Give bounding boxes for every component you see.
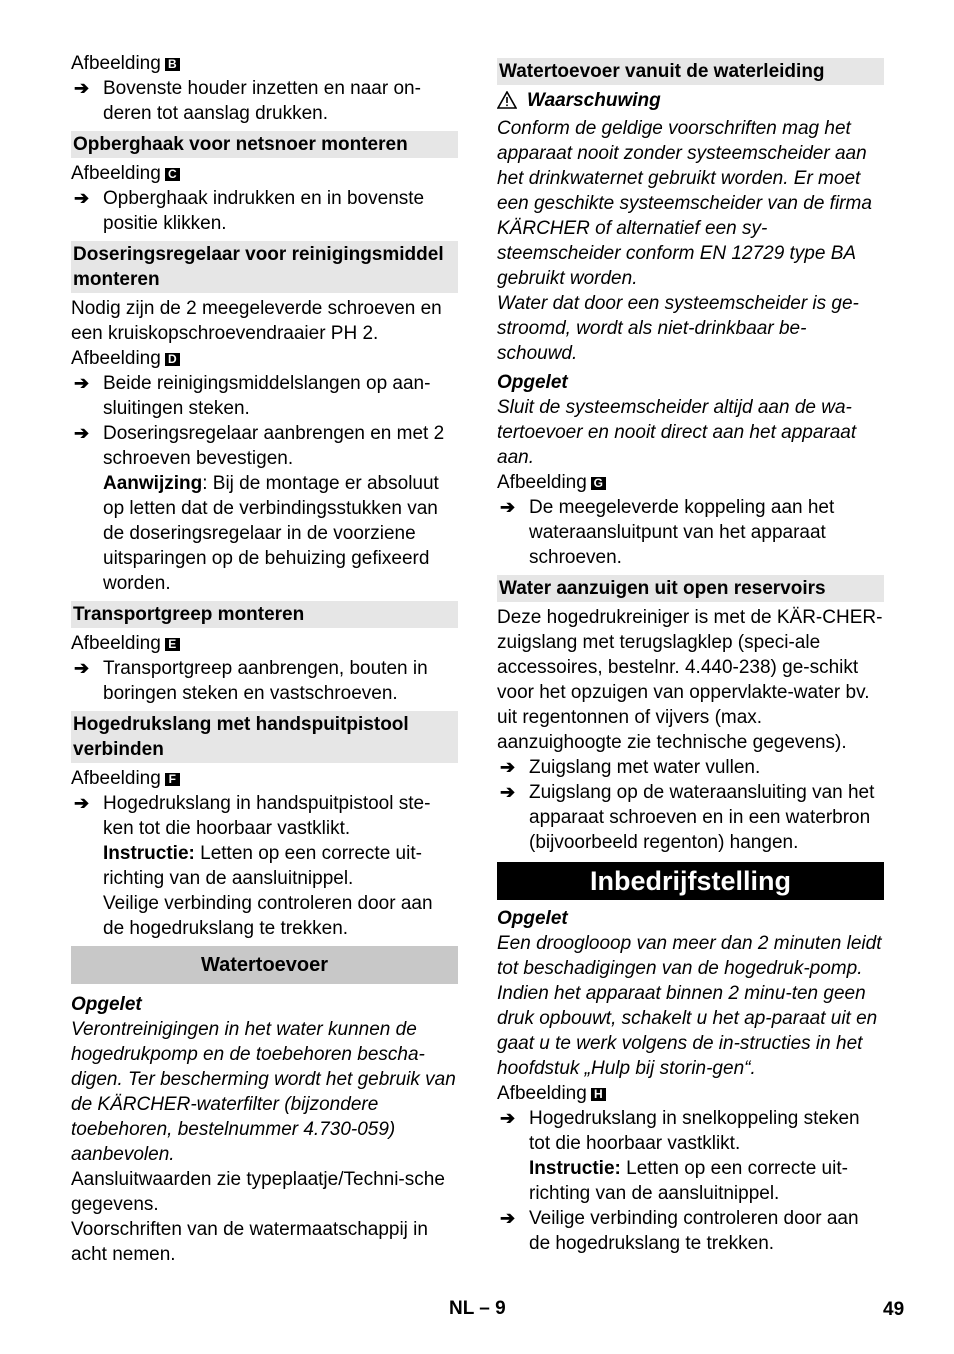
figure-label: Afbeelding <box>71 768 161 789</box>
step-text: Doseringsregelaar aanbrengen en met 2 schroeven bevestigen. <box>103 423 445 469</box>
figure-reference <box>71 631 458 656</box>
right-arrow-icon: ➔ <box>74 423 90 443</box>
right-arrow-icon: ➔ <box>74 373 90 393</box>
paragraph: Deze hogedrukreiniger is met de KÄR-CHER-zuigslang met terugslagklep (speci-ale accessoires, bestelnr. 4.440-238) ge-schikt voor het opzuigen van oppervlakte-water bv. uit regentonnen of vijvers (max. aanzuighoogte zie technische gegevens). <box>497 607 883 753</box>
step-text: Opberghaak indrukken en in bovenste positie klikken. <box>103 188 425 234</box>
footer-section: NL – 9 <box>449 1298 506 1319</box>
right-column <box>497 58 884 1256</box>
section-heading: Opberghaak voor netsnoer monteren <box>71 131 458 158</box>
step-text: Bovenste houder inzetten en naar on-deren tot aanslag drukken. <box>103 78 421 124</box>
paragraph: Aansluitwaarden zie typeplaatje/Techni-sche gegevens. <box>71 1169 445 1215</box>
instruction-step <box>71 186 458 236</box>
caution-text: Sluit de systeemscheider altijd aan de wa-tertoevoer en nooit direct aan het apparaat aan. <box>497 397 857 468</box>
right-arrow-icon: ➔ <box>500 1208 516 1228</box>
caution-label: Opgelet <box>71 994 142 1015</box>
figure-badge: H <box>591 1088 606 1101</box>
section-heading: Doseringsregelaar voor reinigingsmiddel monteren <box>71 241 458 293</box>
step-text: Transportgreep aanbrengen, bouten in boringen steken en vastschroeven. <box>103 658 428 704</box>
right-arrow-icon: ➔ <box>500 1108 516 1128</box>
step-text: De meegeleverde koppeling aan het wateraansluitpunt van het apparaat schroeven. <box>529 497 835 568</box>
section-heading: Watertoevoer vanuit de waterleiding <box>497 58 884 85</box>
step-text: Beide reinigingsmiddelslangen op aan-sluitingen steken. <box>103 373 431 419</box>
right-arrow-icon: ➔ <box>500 757 516 777</box>
instruction-step <box>497 495 884 570</box>
right-arrow-icon: ➔ <box>74 658 90 678</box>
step-text: Hogedrukslang in snelkoppeling steken tot die hoorbaar vastklikt. <box>529 1108 860 1154</box>
page-number: 49 <box>883 1299 905 1320</box>
caution-text: Een drooglooop van meer dan 2 minuten leidt tot beschadigingen van de hogedruk-pomp. Indien het apparaat binnen 2 minu-ten geen druk opbouwt, schakelt u het ap-paraat uit en gaat u te werk volgens de in-structies in het hoofdstuk „Hulp bij storin-gen“. <box>497 933 882 1079</box>
figure-reference <box>71 766 458 791</box>
paragraph: Nodig zijn de 2 meegeleverde schroeven en een kruiskopschroevendraaier PH 2. <box>71 298 442 344</box>
caution-label: Opgelet <box>497 372 568 393</box>
instruction-step <box>497 755 884 780</box>
warning-label: Waarschuwing <box>527 90 661 111</box>
figure-label: Afbeelding <box>71 348 161 369</box>
instruction-step <box>497 1106 884 1156</box>
note <box>71 841 458 891</box>
section-heading: Transportgreep monteren <box>71 601 458 628</box>
step-text: Hogedrukslang in handspuitpistool ste-ken tot die hoorbaar vastklikt. <box>103 793 431 839</box>
figure-badge: B <box>165 58 180 71</box>
section-heading: Hogedrukslang met handspuitpistool verbinden <box>71 711 458 763</box>
left-column <box>71 51 458 1267</box>
instruction-step <box>71 371 458 421</box>
note-extra: Veilige verbinding controleren door aan de hogedrukslang te trekken. <box>103 893 433 939</box>
figure-reference <box>497 1081 884 1106</box>
figure-reference <box>71 346 458 371</box>
note-text: Letten op een correcte uit-richting van de aansluitnippel. <box>529 1158 848 1204</box>
figure-badge: C <box>165 168 180 181</box>
warning-text: Conform de geldige voorschriften mag het apparaat nooit zonder systeemscheider aan het drinkwaternet gebruikt worden. Er moet een geschikte systeemscheider van de firma KÄRCHER of alternatief een sy-steemscheider conform EN 12729 type BA gebruikt worden. <box>497 118 872 289</box>
instruction-step <box>497 1206 884 1256</box>
caution-text: Verontreinigingen in het water kunnen de hogedrukpomp en de toebehoren bescha-digen. Ter bescherming wordt het gebruik van de KÄRCHER-waterfilter (bijzondere toebehoren, bestelnummer 4.730-059) aanbevolen. <box>71 1019 456 1165</box>
figure-badge: F <box>165 773 180 786</box>
figure-badge: D <box>165 353 180 366</box>
figure-reference <box>71 161 458 186</box>
warning-triangle-icon <box>497 91 517 116</box>
instruction-step <box>497 780 884 855</box>
paragraph: Voorschriften van de watermaatschappij in acht nemen. <box>71 1219 428 1265</box>
right-arrow-icon: ➔ <box>74 793 90 813</box>
figure-reference <box>71 51 458 76</box>
warning-heading <box>497 88 884 116</box>
right-arrow-icon: ➔ <box>500 782 516 802</box>
figure-badge: E <box>165 638 180 651</box>
caution-label: Opgelet <box>497 908 568 929</box>
section-heading: Water aanzuigen uit open reservoirs <box>497 575 884 602</box>
figure-label: Afbeelding <box>71 633 161 654</box>
right-arrow-icon: ➔ <box>74 78 90 98</box>
note-text: : Bij de montage er absoluut op letten dat de verbindingsstukken van de doseringsregelaar in de voorziene uitsparingen op de behuizing gefixeerd worden. <box>103 473 439 594</box>
figure-label: Afbeelding <box>497 472 587 493</box>
chapter-heading: Inbedrijfstelling <box>497 862 884 900</box>
note <box>497 1156 884 1206</box>
instruction-step <box>71 421 458 471</box>
figure-label: Afbeelding <box>71 163 161 184</box>
figure-badge: G <box>591 477 606 490</box>
note-label: Aanwijzing <box>103 473 203 494</box>
figure-label: Afbeelding <box>497 1083 587 1104</box>
note-label: Instructie: <box>103 843 195 864</box>
step-text: Zuigslang op de wateraansluiting van het apparaat schroeven en in een waterbron (bijvoorbeeld regenton) hangen. <box>529 782 875 853</box>
chapter-heading: Watertoevoer <box>71 946 458 984</box>
figure-reference <box>497 470 884 495</box>
instruction-step <box>71 76 458 126</box>
right-arrow-icon: ➔ <box>74 188 90 208</box>
warning-text: Water dat door een systeemscheider is ge-stroomd, wordt als niet-drinkbaar be-schouwd. <box>497 293 859 364</box>
note-label: Instructie: <box>529 1158 621 1179</box>
instruction-step <box>71 656 458 706</box>
note <box>71 471 458 596</box>
figure-label: Afbeelding <box>71 53 161 74</box>
step-text: Zuigslang met water vullen. <box>529 757 761 778</box>
instruction-step <box>71 791 458 841</box>
note-text: Letten op een correcte uit-richting van de aansluitnippel. <box>103 843 422 889</box>
step-text: Veilige verbinding controleren door aan de hogedrukslang te trekken. <box>529 1208 859 1254</box>
right-arrow-icon: ➔ <box>500 497 516 517</box>
